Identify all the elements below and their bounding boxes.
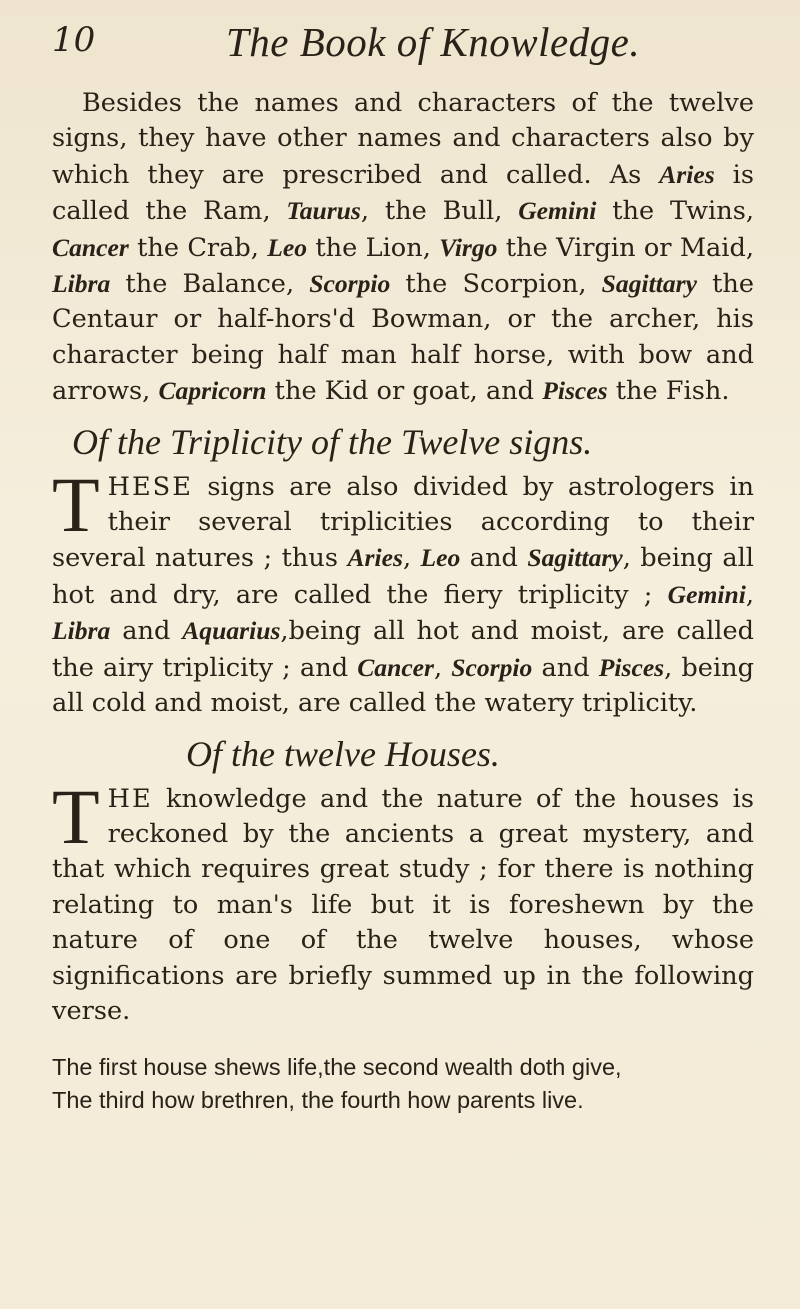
sign-name: Virgo [439, 232, 498, 262]
sign-name: Pisces [542, 376, 608, 406]
verse [52, 1051, 754, 1117]
paragraph-houses [52, 772, 754, 1030]
text: , [402, 543, 421, 574]
text: , being all cold and moist, are called the watery triplicity. [52, 652, 754, 719]
sign-name: Libra [52, 616, 111, 646]
paragraph-signs-names [52, 86, 754, 410]
sign-name: Aquarius [182, 616, 281, 646]
text: and [460, 543, 528, 574]
drop-cap: T [52, 772, 100, 860]
sign-name: Sagittary [527, 543, 623, 573]
page-body [52, 86, 754, 1117]
text: , [434, 652, 452, 683]
sign-name: Gemini [518, 196, 597, 226]
text: Besides the names and characters of the twelve signs, they have other names and characters also by which they are prescribed and called. As [52, 88, 754, 190]
running-head [38, 14, 758, 66]
sign-name: Capricorn [158, 376, 267, 406]
page-number: 10 [52, 20, 96, 60]
text: the Scorpion, [390, 269, 602, 300]
sign-name: Cancer [52, 232, 129, 262]
small-caps: HE [107, 783, 153, 814]
running-title: The Book of Knowledge. [226, 19, 641, 65]
sign-name: Scorpio [451, 652, 533, 682]
verse-line-1: The first house shews life,the second wealth doth give, [52, 1054, 622, 1081]
text: and [532, 652, 599, 683]
sign-name: Libra [52, 269, 111, 299]
text: the Lion, [307, 232, 440, 263]
text: the Fish. [607, 376, 730, 407]
text: the Kid or goat, and [266, 376, 543, 407]
text: the Balance, [110, 269, 310, 300]
text: signs are also divided by astrologers in their several triplicities according to their several natures ; thus [52, 471, 754, 574]
sign-name: Leo [267, 232, 308, 262]
paragraph-triplicity [52, 460, 754, 722]
verse-line-2: The third how brethren, the fourth how parents live. [52, 1087, 584, 1114]
text: is called the Ram, [52, 159, 754, 227]
text: , being all hot and dry, are called the fiery triplicity ; [52, 543, 754, 610]
text: ,being all hot and moist, are called the airy triplicity ; and [52, 616, 754, 683]
text: , [745, 579, 754, 610]
sign-name: Sagittary [601, 269, 697, 299]
sign-name: Leo [420, 543, 461, 573]
text: the Virgin or Maid, [497, 232, 755, 263]
text: , the Bull, [360, 196, 519, 227]
text: the Centaur or half-hors'd Bowman, or the archer, his character being half man half horse, with bow and arrows, [52, 269, 754, 407]
section-heading-houses: Of the twelve Houses. [186, 733, 500, 774]
sign-name: Taurus [286, 196, 361, 226]
small-caps: HESE [107, 471, 193, 502]
section-heading-triplicity: Of the Triplicity of the Twelve signs. [72, 421, 593, 462]
sign-name: Cancer [357, 652, 434, 682]
text: the Crab, [128, 232, 268, 263]
sign-name: Pisces [598, 652, 665, 682]
text: and [110, 616, 183, 647]
sign-name: Aries [347, 543, 403, 573]
sign-name: Aries [659, 159, 715, 189]
drop-cap: T [52, 460, 100, 548]
text: the Twins, [596, 196, 754, 227]
text: knowledge and the nature of the houses is reckoned by the ancients a great mystery, and that which requires great study ; for there is nothing relating to man's life but it is foreshewn by the nature of one of the twelve houses, whose significations are briefly summed up in the following verse. [52, 783, 754, 1026]
sign-name: Scorpio [309, 269, 391, 299]
sign-name: Gemini [667, 579, 746, 609]
